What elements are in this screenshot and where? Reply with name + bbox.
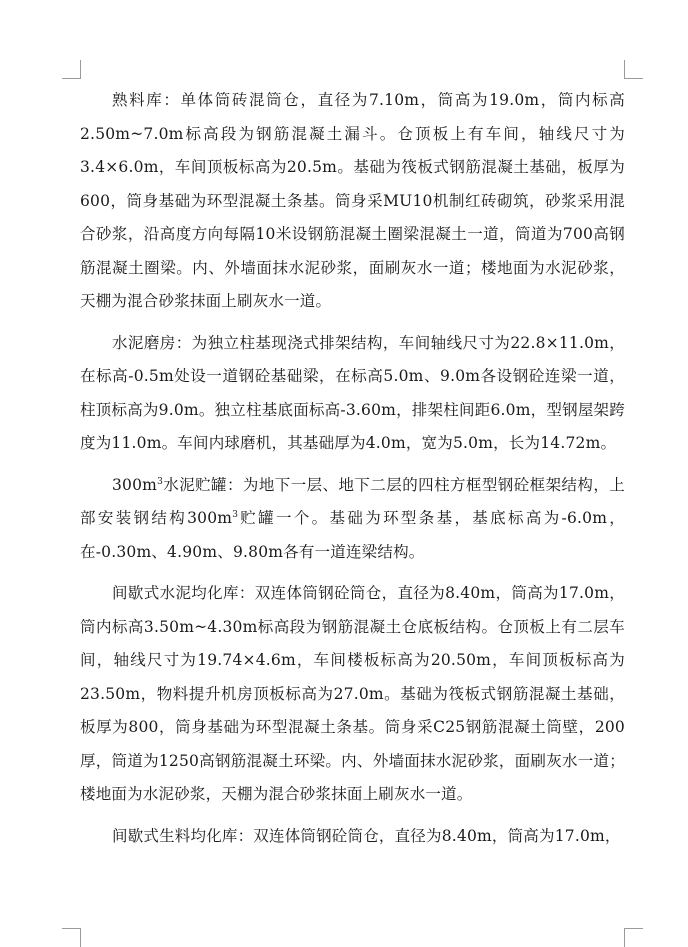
paragraph-cement-homogenizing-silo: 间歇式水泥均化库：双连体筒钢砼筒仓，直径为8.40m，筒高为17.0m，筒内标高3.50m~4.30m标高段为钢筋混凝土仓底板结构。仓顶板上有二层车间，轴线尺寸为19.74×4.6m，车间楼板标高为20.50m，车间顶板标高为23.50m，物料提升机房顶板标高为27.0m。基础为筏板式钢筋混凝土基础，板厚为800，筒身基础为环型混凝土条基。筒身采C25钢筋混凝土筒壁，200厚，筒道为1250高钢筋混凝土环梁。内、外墙面抹水泥砂浆，面刷灰水一道；楼地面为水泥砂浆，天棚为混合砂浆抹面上刷灰水一道。	[80, 584, 625, 803]
tank-volume: 300m	[112, 475, 158, 494]
page-corner-mark-top-left	[62, 60, 81, 79]
tank-description: 水泥贮罐：为地下一层、地下二层的四柱方框型钢砼框架结构，上部安装钢结构300m	[80, 475, 625, 527]
paragraph-clinker-silo: 熟料库：单体筒砖混筒仓，直径为7.10m，筒高为19.0m，筒内标高2.50m~7.0m标高段为钢筋混凝土漏斗。仓顶板上有车间，轴线尺寸为3.4×6.0m，车间顶板标高为20.5m。基础为筏板式钢筋混凝土基础，板厚为600，筒身基础为环型混凝土条基。筒身采MU10机制红砖砌筑，砂浆采用混合砂浆，沿高度方向每隔10米设钢筋混凝土圈梁混凝土一道，筒道为700高钢筋混凝土圈梁。内、外墙面抹水泥砂浆，面刷灰水一道；楼地面为水泥砂浆，天棚为混合砂浆抹面上刷灰水一道。	[80, 91, 625, 310]
page-corner-mark-bottom-left	[62, 928, 81, 947]
paragraph-cement-mill-house: 水泥磨房：为独立柱基现浇式排架结构，车间轴线尺寸为22.8×11.0m，在标高-0.5m处设一道钢砼基础梁，在标高5.0m、9.0m各设钢砼连梁一道，柱顶标高为9.0m。独立柱基底面标高-3.60m，排架柱间距6.0m，型钢屋架跨度为11.0m。车间内球磨机，其基础厚为4.0m，宽为5.0m，长为14.72m。	[80, 333, 625, 452]
tank-description-end: 贮罐一个。基础为环型条基，基底标高为-6.0m，在-0.30m、4.90m、9.80m各有一道连梁结构。	[80, 509, 625, 561]
page-corner-mark-top-right	[624, 60, 643, 79]
page-corner-mark-bottom-right	[624, 928, 643, 947]
document-body	[80, 84, 625, 861]
superscript-cubic: 3	[232, 509, 239, 520]
paragraph-cement-storage-tank	[80, 469, 625, 570]
paragraph-raw-meal-homogenizing-silo: 间歇式生料均化库：双连体筒钢砼筒仓，直径为8.40m，筒高为17.0m，	[112, 826, 621, 845]
superscript-cubic: 3	[157, 476, 164, 487]
